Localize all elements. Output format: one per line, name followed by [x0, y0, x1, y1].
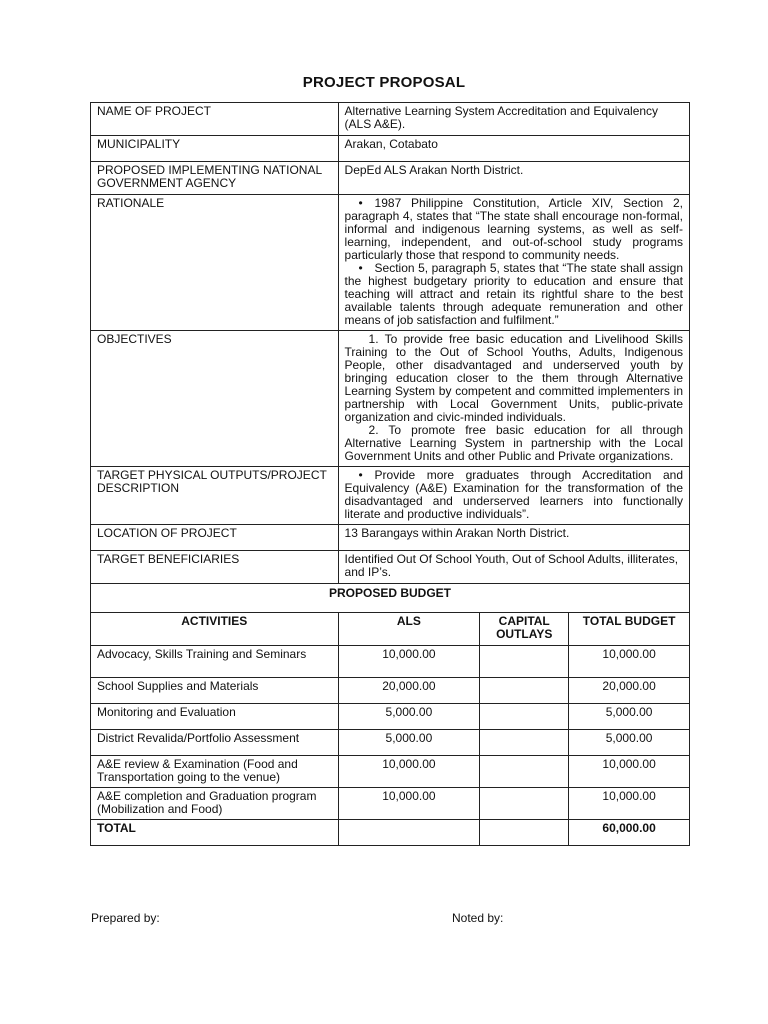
als-cell: 10,000.00 [338, 646, 480, 678]
activity-cell: A&E review & Examination (Food and Transportation going to the venue) [91, 756, 339, 788]
activity-cell: A&E completion and Graduation program (Mobilization and Food) [91, 788, 339, 820]
bullet-icon: • [358, 196, 363, 210]
als-cell: 20,000.00 [338, 678, 480, 704]
label-objectives: OBJECTIVES [91, 331, 339, 467]
row-rationale [91, 195, 690, 331]
label-location: LOCATION OF PROJECT [91, 525, 339, 551]
row-beneficiaries [91, 551, 690, 584]
activity-cell: Advocacy, Skills Training and Seminars [91, 646, 339, 678]
row-objectives [91, 331, 690, 467]
total-cell: 10,000.00 [569, 756, 690, 788]
label-beneficiaries: TARGET BENEFICIARIES [91, 551, 339, 584]
grand-total-cell: 60,000.00 [569, 820, 690, 846]
proposal-table [90, 102, 690, 846]
total-cell: 5,000.00 [569, 704, 690, 730]
als-cell: 5,000.00 [338, 730, 480, 756]
capital-cell [480, 646, 569, 678]
header-activities: ACTIVITIES [91, 613, 339, 646]
row-budget-heading [91, 584, 690, 613]
table-row [91, 678, 690, 704]
total-cell: 10,000.00 [569, 646, 690, 678]
table-row [91, 704, 690, 730]
activity-cell: School Supplies and Materials [91, 678, 339, 704]
row-target-outputs [91, 467, 690, 525]
label-municipality: MUNICIPALITY [91, 136, 339, 162]
header-total-budget: TOTAL BUDGET [569, 613, 690, 646]
budget-heading: PROPOSED BUDGET [91, 584, 690, 613]
value-beneficiaries: Identified Out Of School Youth, Out of School Adults, illiterates, and IP’s. [338, 551, 689, 584]
value-location: 13 Barangays within Arakan North District. [338, 525, 689, 551]
table-row [91, 730, 690, 756]
objective-1: 1. To provide free basic education and Livelihood Skills Training to the Out of School Youths, Adults, Indigenous People, other disadvantaged and underserved youth by bringing education closer to the them through Alternative Learning System by competent and committed implementers in partnership with Local Government Units, public-private organization and civic-minded individuals. [344, 332, 683, 424]
label-target-outputs: TARGET PHYSICAL OUTPUTS/PROJECT DESCRIPTION [91, 467, 339, 525]
table-row [91, 756, 690, 788]
row-name-of-project [91, 103, 690, 136]
value-municipality: Arakan, Cotabato [338, 136, 689, 162]
total-label: TOTAL [91, 820, 339, 846]
value-objectives [338, 331, 689, 467]
bullet-icon: • [358, 261, 363, 275]
value-target-outputs [338, 467, 689, 525]
table-row [91, 788, 690, 820]
objective-2: 2. To promote free basic education for all through Alternative Learning System in partnership with the Local Government Units and other Public and Private organizations. [344, 423, 683, 463]
prepared-by-label: Prepared by: [91, 911, 160, 925]
capital-cell [480, 678, 569, 704]
row-location [91, 525, 690, 551]
capital-cell [480, 756, 569, 788]
als-cell: 5,000.00 [338, 704, 480, 730]
header-als: ALS [338, 613, 480, 646]
bullet-icon: • [358, 468, 363, 482]
label-rationale: RATIONALE [91, 195, 339, 331]
value-agency: DepEd ALS Arakan North District. [338, 162, 689, 195]
rationale-paragraph-2: • Section 5, paragraph 5, states that “The state shall assign the highest budgetary priority to education and ensure that teaching will attract and retain its rightful share to the best available talents through adequate remuneration and other means of job satisfaction and fulfilment.” [344, 261, 683, 327]
capital-cell [480, 704, 569, 730]
rationale-paragraph-1: • 1987 Philippine Constitution, Article XIV, Section 2, paragraph 4, states that “The state shall encourage non-formal, informal and indigenous learning systems, as well as self-learning, independent, and out-of-school study programs particularly those that respond to community needs. [344, 196, 683, 262]
als-cell: 10,000.00 [338, 788, 480, 820]
als-cell: 10,000.00 [338, 756, 480, 788]
capital-cell [480, 788, 569, 820]
table-row [91, 646, 690, 678]
label-name-of-project: NAME OF PROJECT [91, 103, 339, 136]
label-agency: PROPOSED IMPLEMENTING NATIONAL GOVERNMENT AGENCY [91, 162, 339, 195]
capital-cell [480, 730, 569, 756]
total-row [91, 820, 690, 846]
activity-cell: Monitoring and Evaluation [91, 704, 339, 730]
row-municipality [91, 136, 690, 162]
header-capital-outlays: CAPITAL OUTLAYS [480, 613, 569, 646]
noted-by-label: Noted by: [452, 911, 504, 925]
budget-header-row [91, 613, 690, 646]
value-rationale [338, 195, 689, 331]
total-cell: 10,000.00 [569, 788, 690, 820]
activity-cell: District Revalida/Portfolio Assessment [91, 730, 339, 756]
total-capital-cell [480, 820, 569, 846]
total-cell: 20,000.00 [569, 678, 690, 704]
total-cell: 5,000.00 [569, 730, 690, 756]
target-outputs-paragraph: • Provide more graduates through Accreditation and Equivalency (A&E) Examination for the transformation of the disadvantaged and underserved learners into functionally literate and productive individuals”. [344, 468, 683, 521]
row-agency [91, 162, 690, 195]
page-title: PROJECT PROPOSAL [302, 74, 466, 91]
total-als-cell [338, 820, 480, 846]
value-name-of-project: Alternative Learning System Accreditation and Equivalency (ALS A&E). [338, 103, 689, 136]
